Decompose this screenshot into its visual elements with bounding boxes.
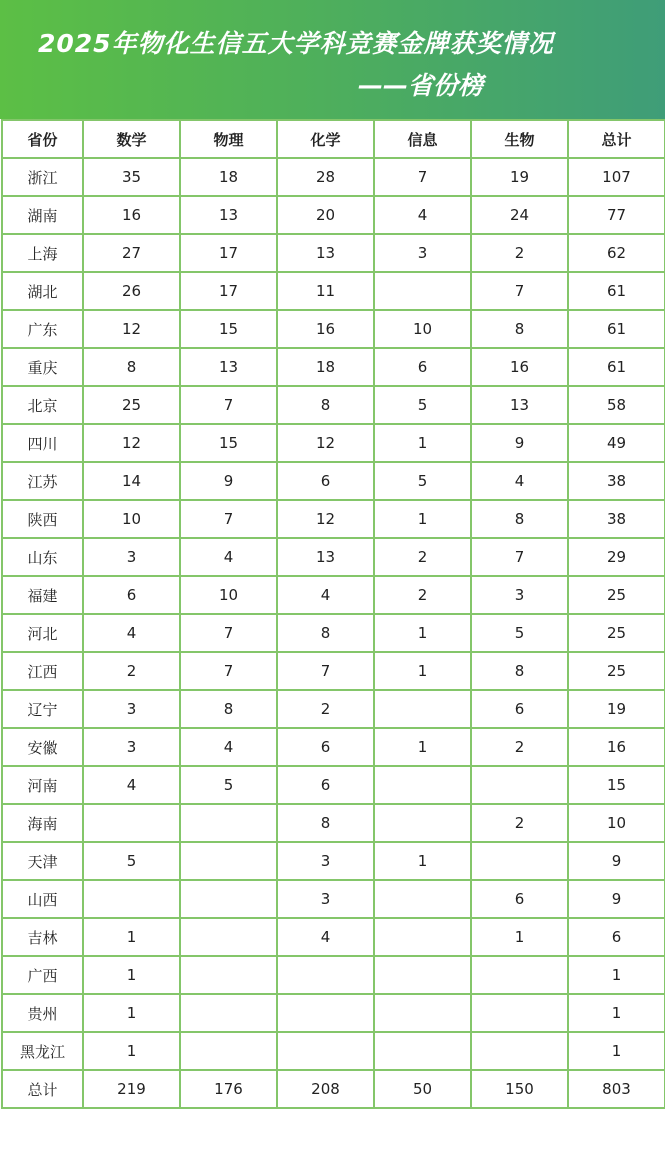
math-cell: 219 [83, 1070, 180, 1108]
chemistry-cell: 7 [277, 652, 374, 690]
chemistry-cell: 20 [277, 196, 374, 234]
physics-cell [180, 956, 277, 994]
informatics-cell: 6 [374, 348, 471, 386]
informatics-cell [374, 994, 471, 1032]
table-row [2, 690, 665, 728]
biology-cell: 4 [471, 462, 568, 500]
math-cell: 4 [83, 766, 180, 804]
table-body [2, 158, 665, 1108]
physics-cell: 18 [180, 158, 277, 196]
chemistry-cell: 16 [277, 310, 374, 348]
math-cell: 3 [83, 690, 180, 728]
province-cell: 海南 [2, 804, 83, 842]
math-cell: 26 [83, 272, 180, 310]
total-cell: 61 [568, 272, 665, 310]
province-cell: 福建 [2, 576, 83, 614]
total-cell: 803 [568, 1070, 665, 1108]
physics-cell: 10 [180, 576, 277, 614]
table-row [2, 804, 665, 842]
total-cell: 1 [568, 956, 665, 994]
informatics-cell: 1 [374, 614, 471, 652]
chemistry-cell: 4 [277, 918, 374, 956]
math-cell: 14 [83, 462, 180, 500]
chemistry-cell: 8 [277, 386, 374, 424]
chemistry-cell: 11 [277, 272, 374, 310]
chemistry-cell: 13 [277, 538, 374, 576]
chemistry-cell [277, 1032, 374, 1070]
title-banner [0, 0, 665, 119]
informatics-cell [374, 918, 471, 956]
chemistry-cell: 4 [277, 576, 374, 614]
total-cell: 6 [568, 918, 665, 956]
province-cell: 山西 [2, 880, 83, 918]
chemistry-cell: 3 [277, 842, 374, 880]
physics-cell [180, 804, 277, 842]
table-row [2, 234, 665, 272]
chemistry-cell [277, 994, 374, 1032]
informatics-cell: 2 [374, 576, 471, 614]
header-informatics: 信息 [374, 120, 471, 158]
informatics-cell: 1 [374, 842, 471, 880]
total-cell: 61 [568, 348, 665, 386]
total-cell: 9 [568, 880, 665, 918]
chemistry-cell: 208 [277, 1070, 374, 1108]
province-cell: 贵州 [2, 994, 83, 1032]
informatics-cell: 10 [374, 310, 471, 348]
informatics-cell: 50 [374, 1070, 471, 1108]
informatics-cell: 3 [374, 234, 471, 272]
physics-cell [180, 918, 277, 956]
informatics-cell: 7 [374, 158, 471, 196]
biology-cell: 150 [471, 1070, 568, 1108]
total-cell: 16 [568, 728, 665, 766]
informatics-cell [374, 880, 471, 918]
table-row [2, 424, 665, 462]
province-cell: 辽宁 [2, 690, 83, 728]
biology-cell [471, 766, 568, 804]
physics-cell: 13 [180, 348, 277, 386]
header-province: 省份 [2, 120, 83, 158]
biology-cell: 19 [471, 158, 568, 196]
table-row [2, 880, 665, 918]
table-row [2, 766, 665, 804]
table-row [2, 918, 665, 956]
table-row [2, 1032, 665, 1070]
math-cell [83, 804, 180, 842]
province-cell: 湖北 [2, 272, 83, 310]
informatics-cell [374, 1032, 471, 1070]
province-cell: 重庆 [2, 348, 83, 386]
table-row [2, 728, 665, 766]
total-cell: 38 [568, 500, 665, 538]
province-cell: 广东 [2, 310, 83, 348]
biology-cell: 1 [471, 918, 568, 956]
table-row [2, 500, 665, 538]
table-row [2, 462, 665, 500]
biology-cell: 5 [471, 614, 568, 652]
biology-cell: 16 [471, 348, 568, 386]
table-row [2, 842, 665, 880]
total-cell: 61 [568, 310, 665, 348]
province-cell: 广西 [2, 956, 83, 994]
chemistry-cell: 3 [277, 880, 374, 918]
chemistry-cell: 6 [277, 766, 374, 804]
table-row [2, 956, 665, 994]
table-row [2, 538, 665, 576]
physics-cell: 15 [180, 310, 277, 348]
chemistry-cell: 12 [277, 424, 374, 462]
page-subtitle: ——省份榜 [358, 71, 484, 100]
informatics-cell: 1 [374, 424, 471, 462]
math-cell: 6 [83, 576, 180, 614]
table-row [2, 158, 665, 196]
informatics-cell [374, 956, 471, 994]
physics-cell [180, 994, 277, 1032]
biology-cell: 7 [471, 272, 568, 310]
informatics-cell: 1 [374, 500, 471, 538]
informatics-cell [374, 804, 471, 842]
math-cell: 16 [83, 196, 180, 234]
physics-cell: 8 [180, 690, 277, 728]
math-cell: 3 [83, 538, 180, 576]
page-title: 2025年物化生信五大学科竞赛金牌获奖情况 [38, 29, 554, 58]
province-cell: 江苏 [2, 462, 83, 500]
biology-cell [471, 994, 568, 1032]
biology-cell: 7 [471, 538, 568, 576]
math-cell: 35 [83, 158, 180, 196]
math-cell: 4 [83, 614, 180, 652]
table-row [2, 196, 665, 234]
biology-cell: 2 [471, 804, 568, 842]
physics-cell: 4 [180, 538, 277, 576]
province-cell: 浙江 [2, 158, 83, 196]
math-cell: 10 [83, 500, 180, 538]
informatics-cell: 5 [374, 462, 471, 500]
physics-cell: 7 [180, 652, 277, 690]
table-row [2, 576, 665, 614]
physics-cell: 7 [180, 500, 277, 538]
biology-cell: 3 [471, 576, 568, 614]
math-cell: 3 [83, 728, 180, 766]
total-cell: 25 [568, 576, 665, 614]
province-cell: 安徽 [2, 728, 83, 766]
total-cell: 58 [568, 386, 665, 424]
physics-cell [180, 1032, 277, 1070]
physics-cell: 17 [180, 272, 277, 310]
biology-cell [471, 1032, 568, 1070]
biology-cell [471, 956, 568, 994]
math-cell: 12 [83, 310, 180, 348]
total-cell: 77 [568, 196, 665, 234]
math-cell [83, 880, 180, 918]
province-cell: 四川 [2, 424, 83, 462]
total-cell: 19 [568, 690, 665, 728]
physics-cell: 9 [180, 462, 277, 500]
biology-cell: 6 [471, 880, 568, 918]
table-row [2, 614, 665, 652]
chemistry-cell: 13 [277, 234, 374, 272]
province-cell: 吉林 [2, 918, 83, 956]
header-physics: 物理 [180, 120, 277, 158]
total-cell: 1 [568, 994, 665, 1032]
table-row [2, 272, 665, 310]
chemistry-cell: 6 [277, 462, 374, 500]
table-row [2, 994, 665, 1032]
biology-cell: 8 [471, 652, 568, 690]
table-row [2, 652, 665, 690]
province-cell: 山东 [2, 538, 83, 576]
biology-cell: 8 [471, 500, 568, 538]
total-cell: 15 [568, 766, 665, 804]
informatics-cell: 2 [374, 538, 471, 576]
math-cell: 27 [83, 234, 180, 272]
physics-cell: 13 [180, 196, 277, 234]
math-cell: 25 [83, 386, 180, 424]
province-cell: 天津 [2, 842, 83, 880]
total-cell: 62 [568, 234, 665, 272]
header-chemistry: 化学 [277, 120, 374, 158]
header-math: 数学 [83, 120, 180, 158]
chemistry-cell: 12 [277, 500, 374, 538]
province-cell: 江西 [2, 652, 83, 690]
table-row [2, 310, 665, 348]
chemistry-cell: 8 [277, 614, 374, 652]
biology-cell [471, 842, 568, 880]
biology-cell: 6 [471, 690, 568, 728]
province-cell: 陕西 [2, 500, 83, 538]
total-cell: 29 [568, 538, 665, 576]
province-cell: 上海 [2, 234, 83, 272]
physics-cell [180, 880, 277, 918]
math-cell: 12 [83, 424, 180, 462]
biology-cell: 24 [471, 196, 568, 234]
total-cell: 9 [568, 842, 665, 880]
province-cell: 北京 [2, 386, 83, 424]
table-header-row [2, 120, 665, 158]
province-cell: 河南 [2, 766, 83, 804]
header-biology: 生物 [471, 120, 568, 158]
math-cell: 2 [83, 652, 180, 690]
table-row [2, 348, 665, 386]
math-cell: 1 [83, 1032, 180, 1070]
informatics-cell [374, 690, 471, 728]
table-row [2, 386, 665, 424]
total-cell: 1 [568, 1032, 665, 1070]
biology-cell: 2 [471, 234, 568, 272]
chemistry-cell: 6 [277, 728, 374, 766]
math-cell: 5 [83, 842, 180, 880]
total-row [2, 1070, 665, 1108]
chemistry-cell [277, 956, 374, 994]
physics-cell: 5 [180, 766, 277, 804]
biology-cell: 8 [471, 310, 568, 348]
math-cell: 1 [83, 918, 180, 956]
physics-cell: 17 [180, 234, 277, 272]
physics-cell: 4 [180, 728, 277, 766]
informatics-cell: 1 [374, 652, 471, 690]
informatics-cell: 1 [374, 728, 471, 766]
biology-cell: 13 [471, 386, 568, 424]
physics-cell [180, 842, 277, 880]
biology-cell: 9 [471, 424, 568, 462]
informatics-cell [374, 272, 471, 310]
total-cell: 25 [568, 614, 665, 652]
total-cell: 10 [568, 804, 665, 842]
province-cell: 总计 [2, 1070, 83, 1108]
physics-cell: 7 [180, 386, 277, 424]
province-cell: 河北 [2, 614, 83, 652]
chemistry-cell: 28 [277, 158, 374, 196]
header-total: 总计 [568, 120, 665, 158]
total-cell: 25 [568, 652, 665, 690]
chemistry-cell: 8 [277, 804, 374, 842]
biology-cell: 2 [471, 728, 568, 766]
informatics-cell [374, 766, 471, 804]
total-cell: 38 [568, 462, 665, 500]
total-cell: 107 [568, 158, 665, 196]
chemistry-cell: 18 [277, 348, 374, 386]
chemistry-cell: 2 [277, 690, 374, 728]
total-cell: 49 [568, 424, 665, 462]
province-cell: 湖南 [2, 196, 83, 234]
physics-cell: 176 [180, 1070, 277, 1108]
physics-cell: 15 [180, 424, 277, 462]
math-cell: 8 [83, 348, 180, 386]
province-cell: 黑龙江 [2, 1032, 83, 1070]
physics-cell: 7 [180, 614, 277, 652]
informatics-cell: 5 [374, 386, 471, 424]
informatics-cell: 4 [374, 196, 471, 234]
math-cell: 1 [83, 956, 180, 994]
medal-table [1, 119, 665, 1109]
math-cell: 1 [83, 994, 180, 1032]
